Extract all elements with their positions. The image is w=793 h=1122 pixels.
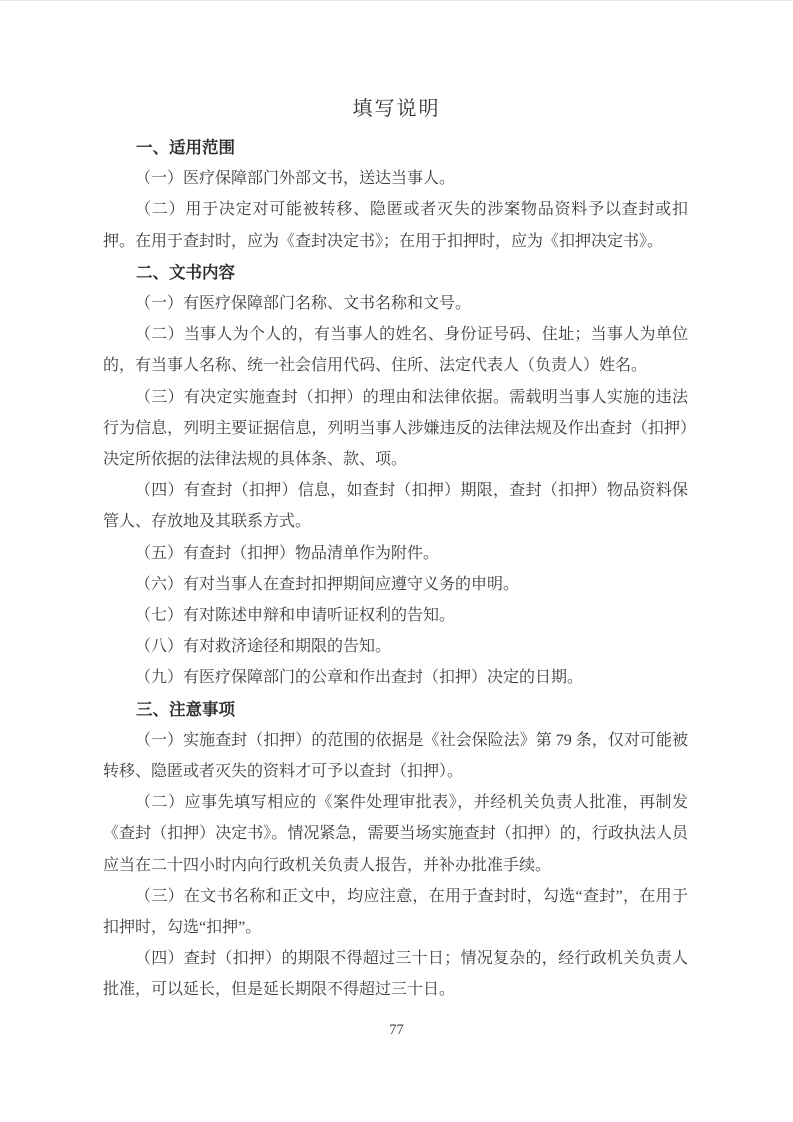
paragraph: （一）实施查封（扣押）的范围的依据是《社会保险法》第 79 条，仅对可能被转移、隐匿或者灭失的资料才可予以查封（扣押）。	[103, 731, 688, 781]
paragraph: （二）当事人为个人的，有当事人的姓名、身份证号码、住址；当事人为单位的，有当事人名称、统一社会信用代码、住所、法定代表人（负责人）姓名。	[103, 326, 688, 375]
document-title: 填写说明	[352, 98, 441, 120]
section-heading-notes: 三、注意事项	[136, 699, 235, 719]
paragraph: （八）有对救济途径和期限的告知。	[135, 638, 392, 656]
paragraph: （三）有决定实施查封（扣押）的理由和法律依据。需载明当事人实施的违法行为信息，列明主要证据信息，列明当事人涉嫌违反的法律法规及作出查封（扣押）决定所依据的法律法规的具体条、款、项。	[103, 388, 688, 469]
paragraph: （二）应事先填写相应的《案件处理审批表》，并经机关负责人批准，再制发《查封（扣押）决定书》。情况紧急，需要当场实施查封（扣押）的，行政执法人员应当在二十四小时内向行政机关负责人报告，并补办批准手续。	[103, 794, 688, 874]
paragraph: （一）医疗保障部门外部文书，送达当事人。	[135, 170, 456, 188]
paragraph: （三）在文书名称和正文中，均应注意，在用于查封时，勾选“查封”，在用于扣押时，勾选“扣押”。	[103, 887, 688, 937]
paragraph: （一）有医疗保障部门名称、文书名称和文号。	[135, 295, 472, 313]
document-body	[103, 132, 688, 1006]
paragraph: （五）有查封（扣押）物品清单作为附件。	[135, 544, 440, 562]
paragraph: （六）有对当事人在查封扣押期间应遵守义务的申明。	[135, 575, 520, 593]
paragraph: （二）用于决定对可能被转移、隐匿或者灭失的涉案物品资料予以查封或扣押。在用于查封时，应为《查封决定书》；在用于扣押时，应为《扣押决定书》。	[103, 201, 688, 250]
section-heading-scope: 一、适用范围	[136, 138, 235, 157]
page-number: 77	[389, 1022, 404, 1038]
paragraph: （四）有查封（扣押）信息，如查封（扣押）期限，查封（扣押）物品资料保管人、存放地及其联系方式。	[103, 482, 688, 531]
paragraph: （四）查封（扣押）的期限不得超过三十日；情况复杂的，经行政机关负责人批准，可以延长，但是延长期限不得超过三十日。	[103, 950, 688, 999]
paragraph: （七）有对陈述申辩和申请听证权利的告知。	[135, 607, 456, 625]
section-heading-content: 二、文书内容	[136, 262, 235, 282]
paragraph: （九）有医疗保障部门的公章和作出查封（扣押）决定的日期。	[135, 669, 584, 687]
